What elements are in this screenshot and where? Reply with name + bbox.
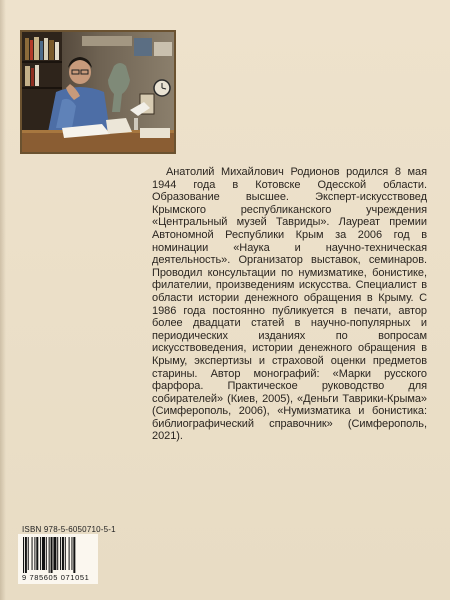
barcode-bar xyxy=(36,537,38,570)
barcode-bars xyxy=(18,534,98,574)
barcode-bar xyxy=(34,537,35,570)
barcode-bar xyxy=(57,537,58,570)
barcode-bar xyxy=(69,537,70,570)
author-photo xyxy=(20,30,176,154)
barcode-bar xyxy=(40,537,41,570)
barcode-bar xyxy=(23,537,24,573)
spine-shadow xyxy=(0,0,6,600)
barcode-bar xyxy=(51,537,53,573)
barcode-bar xyxy=(28,537,29,570)
barcode-bar xyxy=(49,537,50,573)
barcode-bar xyxy=(60,537,61,570)
barcode-bar xyxy=(65,537,66,570)
barcode-bar xyxy=(42,537,45,570)
barcode-digits: 9 785605 071051 xyxy=(22,573,90,582)
barcode-bar xyxy=(62,537,64,570)
barcode-bar xyxy=(73,537,75,573)
barcode-bar xyxy=(53,537,56,570)
isbn-barcode xyxy=(18,534,98,584)
author-biography xyxy=(152,166,427,443)
barcode-bar xyxy=(32,537,33,570)
barcode-bar xyxy=(46,537,47,570)
biography-paragraph: Анатолий Михайлович Родионов родился 8 мая 1944 года в Котовске Одесской области. Образование высшее. Эксперт-искусствовед Крымского республиканского учреждения «Центральный музей Тавриды». Лауреат премии Автономной Республики Крым за 2006 год в номинации «Наука и научно-техническая деятельность». Организатор выставок, семинаров. Проводил консультации по нумизматике, бонистике, филателии, произведениям искусства. Специалист в области истории денежного обращения в Крыму. С 1986 года постоянно публикуется в печати, автор более двадцати статей в научно-популярных и периодических изданиях по вопросам искусствоведения, истории денежного обращения в Крыму, экспертизы и страховой оценки предметов старины. Автор монографий: «Марки русского фарфора. Практическое руководство для собирателей» (Киев, 2005), «Деньги Таврики-Крыма» (Симферополь, 2006), «Нумизматика и бонистика: библиографический справочник» (Симферополь, 2021). xyxy=(152,166,427,443)
barcode-bar xyxy=(25,537,27,573)
barcode-bar xyxy=(71,537,72,570)
isbn-label: ISBN 978-5-6050710-5-1 xyxy=(22,525,116,534)
author-photo-image xyxy=(22,32,174,152)
